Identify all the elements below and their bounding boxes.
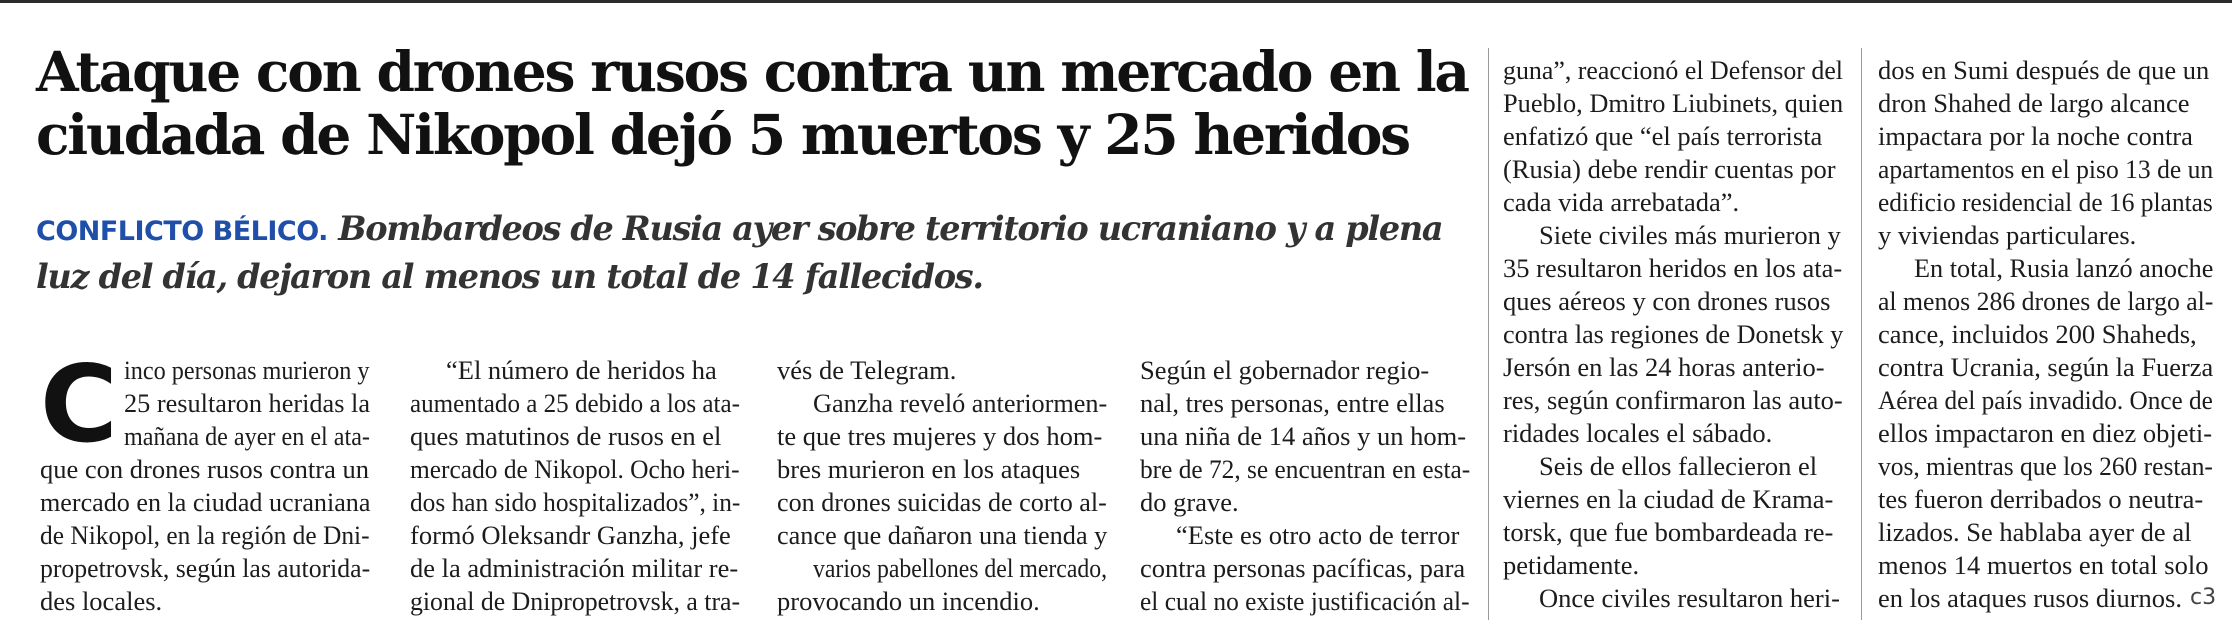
text-line: inco personas murieron y <box>124 355 370 385</box>
text-line: mercado de Nikopol. Ocho heri- <box>410 454 740 484</box>
text-line: nal, tres personas, entre ellas <box>1140 388 1445 418</box>
text-line: contra Ucrania, según la Fuerza <box>1878 352 2214 382</box>
text-line: res, según confirmaron las auto- <box>1503 385 1843 415</box>
text-line: apartamentos en el piso 13 de un <box>1878 154 2214 184</box>
text-line: el cual no existe justificación al- <box>1140 586 1470 616</box>
text-line: do grave. <box>1140 487 1239 517</box>
text-line: dos en Sumi después de que un <box>1878 55 2210 85</box>
text-line: menos 14 muertos en total solo <box>1878 550 2209 580</box>
end-mark-icon: ᴄ3 <box>2190 585 2217 610</box>
text-line: de la administración militar re- <box>410 553 739 583</box>
column-divider <box>1488 48 1489 620</box>
drop-cap: C <box>40 343 118 466</box>
text-line: ellos impactaron en diez objeti- <box>1878 418 2213 448</box>
text-line: contra personas pacíficas, para <box>1140 553 1466 583</box>
text-line: 25 resultaron heridas la <box>124 388 371 418</box>
text-line: ridades locales el sábado. <box>1503 418 1773 448</box>
text-line: varios pabellones del mercado, <box>813 553 1108 583</box>
text-line: bres murieron en los ataques <box>777 454 1081 484</box>
text-line: y viviendas particulares. <box>1878 220 2137 250</box>
text-line: cada vida arrebatada”. <box>1503 187 1740 217</box>
text-line: formó Oleksandr Ganzha, jefe <box>410 520 731 550</box>
text-line: “El número de heridos ha <box>446 355 717 385</box>
text-line: Siete civiles más murieron y <box>1539 220 1841 250</box>
text-line: tes fueron derribados o neutra- <box>1878 484 2204 514</box>
text-line: al menos 286 drones de largo al- <box>1878 286 2214 316</box>
top-rule <box>0 0 2232 3</box>
text-line: torsk, que fue bombardeada re- <box>1503 517 1834 547</box>
deck-text: Bombardeos de Rusia ayer sobre territorio ucraniano y a plena luz del día, dejaron al menos un total de 14 fallecidos. <box>36 209 1443 296</box>
column-divider <box>1861 48 1862 620</box>
text-line: Ganzha reveló anteriormen- <box>813 388 1108 418</box>
text-line: Seis de ellos fallecieron el <box>1539 451 1818 481</box>
text-line: provocando un incendio. <box>777 586 1040 616</box>
text-line: Jersón en las 24 horas anterio- <box>1503 352 1825 382</box>
text-line: te que tres mujeres y dos hom- <box>777 421 1103 451</box>
text-line: mañana de ayer en el ata- <box>124 421 370 451</box>
text-line: con drones suicidas de corto al- <box>777 487 1107 517</box>
text-line: enfatizó que “el país terrorista <box>1503 121 1823 151</box>
text-line: cance que dañaron una tienda y <box>777 520 1108 550</box>
text-line: en los ataques rusos diurnos. <box>1878 583 2182 613</box>
text-line: Según el gobernador regio- <box>1140 355 1430 385</box>
text-line: mercado en la ciudad ucraniana <box>40 487 371 517</box>
text-line: ques matutinos de rusos en el <box>410 421 722 451</box>
kicker: CONFLICTO BÉLICO. <box>36 216 328 247</box>
headline: Ataque con drones rusos contra un mercado en la ciudada de Nikopol dejó 5 muertos y 25 heridos <box>36 39 1468 167</box>
text-line: vos, mientras que los 260 restan- <box>1878 451 2213 481</box>
text-line: contra las regiones de Donetsk y <box>1503 319 1844 349</box>
text-line: aumentado a 25 debido a los ata- <box>410 388 740 418</box>
text-line: “Este es otro acto de terror <box>1176 520 1460 550</box>
text-line: cance, incluidos 200 Shaheds, <box>1878 319 2197 349</box>
deck <box>36 206 1466 299</box>
text-line: 35 resultaron heridos en los ata- <box>1503 253 1843 283</box>
text-line: que con drones rusos contra un <box>40 454 369 484</box>
text-line: Once civiles resultaron heri- <box>1539 583 1840 613</box>
text-line: ques aéreos y con drones rusos <box>1503 286 1831 316</box>
text-line: gional de Dnipropetrovsk, a tra- <box>410 586 741 616</box>
text-line: propetrovsk, según las autorida- <box>40 553 371 583</box>
text-line: guna”, reaccionó el Defensor del <box>1503 55 1844 85</box>
text-line: una niña de 14 años y un hom- <box>1140 421 1467 451</box>
text-line: impactara por la noche contra <box>1878 121 2193 151</box>
text-line: bre de 72, se encuentran en esta- <box>1140 454 1471 484</box>
text-line: vés de Telegram. <box>777 355 957 385</box>
text-line: de Nikopol, en la región de Dni- <box>40 520 370 550</box>
text-line: Aérea del país invadido. Once de <box>1878 385 2213 415</box>
text-line: Pueblo, Dmitro Liubinets, quien <box>1503 88 1844 118</box>
text-line: En total, Rusia lanzó anoche <box>1914 253 2214 283</box>
text-line: dron Shahed de largo alcance <box>1878 88 2190 118</box>
text-line: viernes en la ciudad de Krama- <box>1503 484 1834 514</box>
text-line: des locales. <box>40 586 163 616</box>
text-line: (Rusia) debe rendir cuentas por <box>1503 154 1836 184</box>
text-line: lizados. Se hablaba ayer de al <box>1878 517 2192 547</box>
text-line: petidamente. <box>1503 550 1640 580</box>
text-line: dos han sido hospitalizados”, in- <box>410 487 741 517</box>
text-line: edificio residencial de 16 plantas <box>1878 187 2213 217</box>
